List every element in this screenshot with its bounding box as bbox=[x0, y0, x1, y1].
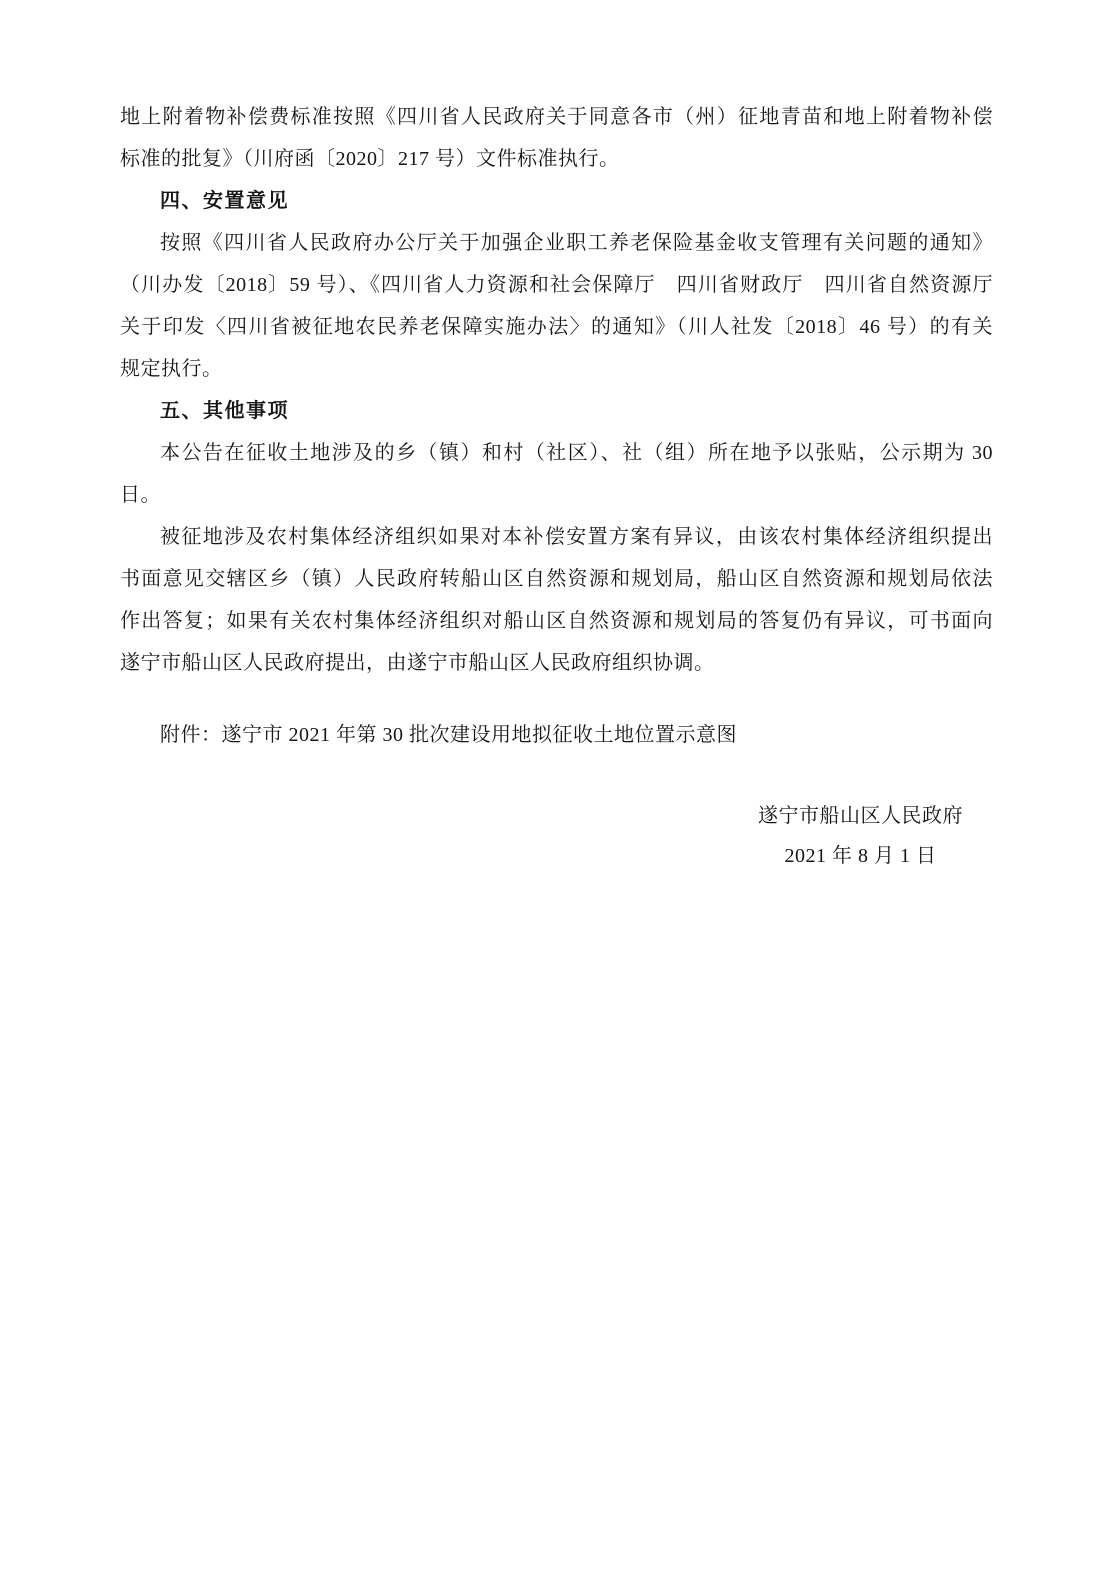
paragraph-line: 日。 bbox=[120, 484, 161, 506]
paragraph-line: 遂宁市船山区人民政府提出，由遂宁市船山区人民政府组织协调。 bbox=[120, 652, 715, 674]
paragraph-line: （川办发〔2018〕59 号）、《四川省人力资源和社会保障厅 四川省财政厅 四川省自然资源厅 bbox=[120, 274, 993, 296]
paragraph-line: 规定执行。 bbox=[120, 358, 223, 380]
paragraph-line: 本公告在征收土地涉及的乡（镇）和村（社区）、社（组）所在地予以张贴，公示期为 30 bbox=[160, 442, 993, 464]
section-heading-5: 五、其他事项 bbox=[160, 400, 289, 422]
section-heading-4: 四、安置意见 bbox=[160, 190, 289, 212]
signature-org: 遂宁市船山区人民政府 bbox=[758, 805, 963, 827]
paragraph-line: 标准的批复》（川府函〔2020〕217 号）文件标准执行。 bbox=[120, 148, 620, 170]
paragraph-line: 书面意见交辖区乡（镇）人民政府转船山区自然资源和规划局，船山区自然资源和规划局依法 bbox=[120, 568, 993, 590]
signature-date: 2021 年 8 月 1 日 bbox=[784, 845, 937, 867]
paragraph-line: 被征地涉及农村集体经济组织如果对本补偿安置方案有异议，由该农村集体经济组织提出 bbox=[160, 526, 993, 548]
signature-block bbox=[758, 796, 963, 876]
paragraph-line: 按照《四川省人民政府办公厅关于加强企业职工养老保险基金收支管理有关问题的通知》 bbox=[160, 232, 993, 254]
paragraph-line: 作出答复；如果有关农村集体经济组织对船山区自然资源和规划局的答复仍有异议，可书面向 bbox=[120, 610, 993, 632]
paragraph-line: 关于印发〈四川省被征地农民养老保障实施办法〉的通知》（川人社发〔2018〕46 号）的有关 bbox=[120, 316, 993, 338]
attachment-line: 附件：遂宁市 2021 年第 30 批次建设用地拟征收土地位置示意图 bbox=[160, 724, 737, 746]
paragraph-line: 地上附着物补偿费标准按照《四川省人民政府关于同意各市（州）征地青苗和地上附着物补偿 bbox=[120, 106, 993, 128]
